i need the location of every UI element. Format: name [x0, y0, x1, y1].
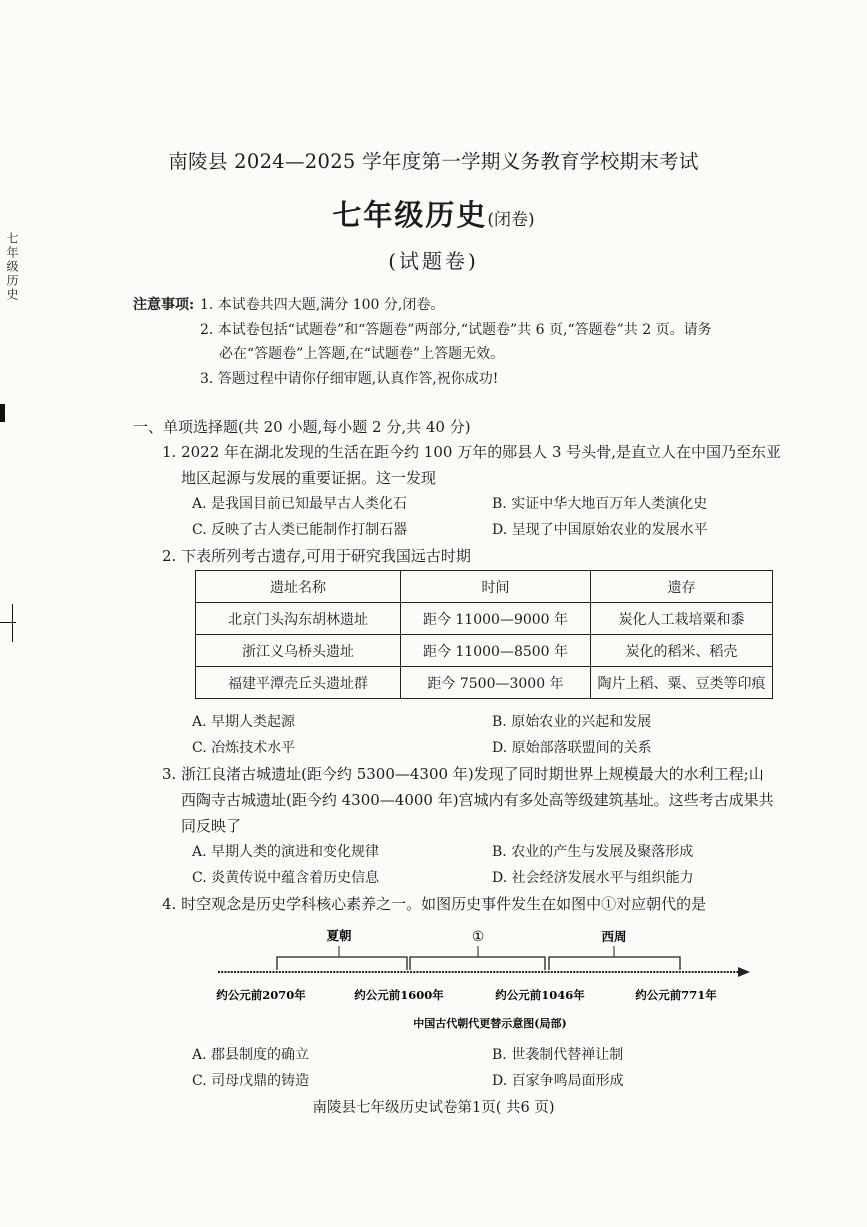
timeline-caption: 中国古代朝代更替示意图(局部) [413, 1017, 567, 1030]
q2-option-d: D. 原始部落联盟间的关系 [492, 740, 652, 756]
q3-option-a: A. 早期人类的演进和变化规律 [192, 844, 380, 860]
table-header-row [196, 571, 773, 603]
question-1-stem: 1. 2022 年在湖北发现的生活在距今约 100 万年的郧县人 3 号头骨,是直立人在中国乃至东亚 [162, 443, 782, 461]
timeline-date: 约公元前2070年 [216, 988, 306, 1002]
subject-name: 七年级历史 [332, 198, 488, 232]
section-heading: 一、单项选择题(共 20 小题,每小题 2 分,共 40 分) [133, 418, 471, 436]
binding-tick [0, 622, 16, 623]
timeline-label-xia: 夏朝 [326, 928, 352, 943]
q2-option-b: B. 原始农业的兴起和发展 [492, 714, 652, 730]
table-header: 时间 [401, 571, 591, 603]
site-table [195, 570, 773, 699]
q2-option-c: C. 冶炼技术水平 [192, 740, 296, 756]
question-3-stem: 同反映了 [181, 817, 242, 835]
q3-option-d: D. 社会经济发展水平与组织能力 [492, 870, 694, 886]
page-footer: 南陵县七年级历史试卷第1页( 共6 页) [312, 1100, 555, 1116]
table-header: 遗存 [591, 571, 773, 603]
table-cell: 距今 11000—9000 年 [401, 603, 591, 635]
table-cell: 浙江义乌桥头遗址 [196, 635, 401, 667]
binding-mark [0, 404, 5, 422]
table-row [196, 667, 773, 699]
table-cell: 距今 11000—8500 年 [401, 635, 591, 667]
subject-title [0, 193, 867, 234]
question-3-stem: 西陶寺古城遗址(距今约 4300—4000 年)宫城内有多处高等级建筑基址。这些考古成果共 [181, 791, 774, 809]
notes-label: 注意事项: [133, 297, 195, 313]
exam-title: 南陵县 2024—2025 学年度第一学期义务教育学校期末考试 [168, 150, 699, 173]
q4-option-a: A. 郡县制度的确立 [192, 1047, 310, 1063]
q4-option-d: D. 百家争鸣局面形成 [492, 1073, 624, 1089]
note-item: 必在“答题卷”上答题,在“试题卷”上答题无效。 [219, 346, 505, 362]
q1-option-b: B. 实证中华大地百万年人类演化史 [492, 496, 708, 512]
table-cell: 炭化人工栽培粟和黍 [591, 603, 773, 635]
q1-option-c: C. 反映了古人类已能制作打制石器 [192, 522, 408, 538]
q3-option-c: C. 炎黄传说中蕴含着历史信息 [192, 870, 380, 886]
dynasty-1-bracket [410, 957, 545, 970]
table-cell: 距今 7500—3000 年 [401, 667, 591, 699]
q4-option-b: B. 世袭制代替禅让制 [492, 1047, 624, 1063]
note-item: 1. 本试卷共四大题,满分 100 分,闭卷。 [200, 297, 445, 313]
timeline-date: 约公元前1600年 [354, 988, 444, 1002]
q3-option-b: B. 农业的产生与发展及聚落形成 [492, 844, 694, 860]
question-4-stem: 4. 时空观念是历史学科核心素养之一。如图历史事件发生在如图中①对应朝代的是 [162, 895, 707, 913]
timeline-label-western-zhou: 西周 [601, 929, 627, 944]
q2-option-a: A. 早期人类起源 [192, 714, 296, 730]
timeline-date: 约公元前771年 [635, 988, 717, 1002]
table-cell: 炭化的稻米、稻壳 [591, 635, 773, 667]
western-zhou-bracket [549, 957, 680, 970]
table-cell: 福建平潭壳丘头遗址群 [196, 667, 401, 699]
xia-bracket [277, 957, 407, 970]
table-header: 遗址名称 [196, 571, 401, 603]
paper-type: (试题卷) [388, 249, 479, 273]
q1-option-a: A. 是我国目前已知最早古人类化石 [192, 496, 408, 512]
timeline-arrow [738, 967, 750, 977]
table-cell: 北京门头沟东胡林遗址 [196, 603, 401, 635]
question-2-stem: 2. 下表所列考古遗存,可用于研究我国远古时期 [162, 547, 471, 565]
question-3-stem: 3. 浙江良渚古城遗址(距今约 5300—4300 年)发现了同时期世界上规模最大的水利工程;山 [162, 765, 764, 783]
side-label: 七年级历史 [5, 232, 19, 302]
timeline-date: 约公元前1046年 [495, 988, 585, 1002]
exam-mode: (闭卷) [487, 210, 535, 230]
q4-option-c: C. 司母戊鼎的铸造 [192, 1073, 310, 1089]
table-row [196, 635, 773, 667]
binding-tick-vertical [12, 604, 13, 642]
note-item: 2. 本试卷包括“试题卷”和“答题卷”两部分,“试题卷”共 6 页,“答题卷”共 2 页。请务 [200, 322, 712, 338]
timeline-label-unknown: ① [471, 929, 485, 945]
table-cell: 陶片上稻、粟、豆类等印痕 [591, 667, 773, 699]
note-item: 3. 答题过程中请你仔细审题,认真作答,祝你成功! [200, 371, 499, 387]
dynasty-timeline [210, 925, 760, 1035]
table-row [196, 603, 773, 635]
q1-option-d: D. 呈现了中国原始农业的发展水平 [492, 522, 708, 538]
question-1-stem: 地区起源与发展的重要证据。这一发现 [181, 469, 437, 487]
